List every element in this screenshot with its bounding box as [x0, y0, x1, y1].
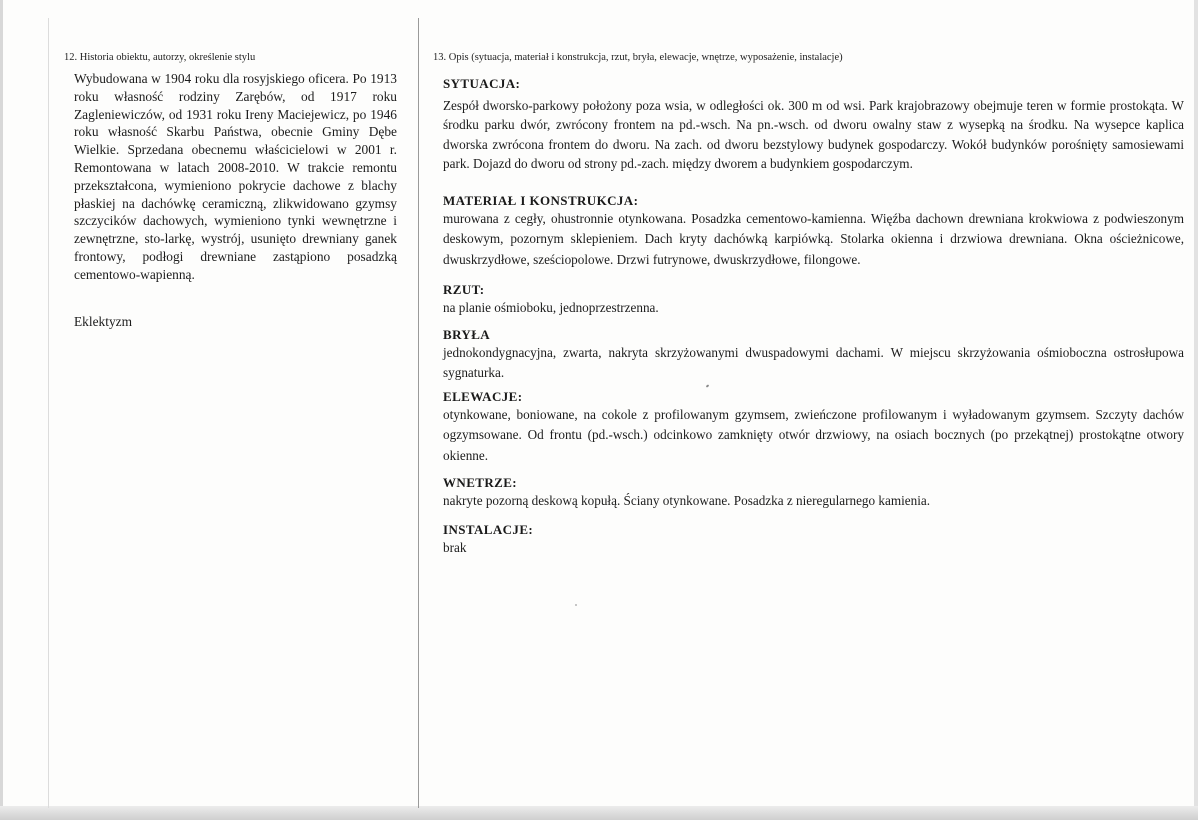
- section-text: murowana z cegły, ohustronnie otynkowana. Posadzka cementowo-kamienna. Więźba dachown drewniana krokwiowa z podwieszonym deskowym, pozornym sklepieniem. Dach kryty dachówką karpiówką. Stolarka okienna i drzwiowa drewniana. Okna ościeżnicowe, dwuskrzydłowe, sześciopolowe. Drzwi futrynowe, dwuskrzydłowe, filongowe.: [443, 211, 1184, 267]
- section-title: BRYŁA: [443, 327, 491, 342]
- section-rzut: [443, 282, 1184, 317]
- section-text: na planie ośmioboku, jednoprzestrzenna.: [443, 300, 659, 315]
- section-title: RZUT:: [443, 282, 485, 297]
- section-title: MATERIAŁ I KONSTRUKCJA:: [443, 193, 639, 208]
- description-heading: 13. Opis (sytuacja, materiał i konstrukcja, rzut, bryła, elewacje, wnętrze, wyposażenie, instalacje): [433, 52, 843, 63]
- scan-right-edge: [1194, 0, 1198, 820]
- left-margin-line: [48, 18, 49, 808]
- column-divider: [418, 18, 419, 808]
- section-text: jednokondygnacyjna, zwarta, nakryta skrzyżowanymi dwuspadowymi dachami. W miejscu skrzyżowania ośmioboczna ostrosłupowa sygnaturka.: [443, 345, 1184, 381]
- section-title: INSTALACJE:: [443, 522, 534, 537]
- section-title: WNETRZE:: [443, 475, 517, 490]
- section-text: otynkowane, boniowane, na cokole z profilowanym gzymsem, zwieńczone profilowanym i wyładowanym gzymsem. Szczyty dachów ogzymsowane. Od frontu (pd.-wsch.) odcinkowo zamknięty otwór drzwiowy, na osiach bocznych (po przekątnej) prostokątne otwory okienne.: [443, 407, 1184, 463]
- style-text: Eklektyzm: [74, 314, 133, 329]
- scan-speck: [706, 384, 710, 387]
- section-bryla: [443, 327, 1184, 384]
- section-title: ELEWACJE:: [443, 389, 523, 404]
- scan-speck: [575, 604, 577, 606]
- section-wnetrze: [443, 475, 1184, 510]
- section-instalacje: [443, 522, 1184, 557]
- section-title: SYTUACJA:: [443, 76, 521, 91]
- section-elewacje: [443, 389, 1184, 466]
- section-text: Zespół dworsko-parkowy położony poza wsia, w odległości ok. 300 m od wsi. Park krajobrazowy obejmuje teren w formie prostokąta. W środku parku dwór, zwrócony frontem na pd.-wsch. Na pn.-wsch. od dworu owalny staw z wysepką na środku. Na wysepce kaplica dworska zwrócona frontem do dworu. Na zach. od dworu bezstylowy budynek gospodarczy. Wokół budynków porośnięty samosiewami park. Dojazd do dworu od strony pd.-zach. między dworem a budynkiem gospodarczym.: [443, 98, 1184, 172]
- section-material: [443, 193, 1184, 270]
- section-sytuacja: [443, 76, 1184, 174]
- section-text: nakryte pozorną deskową kopułą. Ściany otynkowane. Posadzka z nieregularnego kamienia.: [443, 493, 931, 508]
- history-text: Wybudowana w 1904 roku dla rosyjskiego oficera. Po 1913 roku własność rodziny Zarębów, od 1917 roku Zagleniewiczów, od 1931 roku Ireny Maciejewicz, po 1946 roku własność Skarbu Państwa, obecnie Gminy Dębe Wielkie. Sprzedana obecnemu właścicielowi w 2001 r. Remontowana w latach 2008-2010. W trakcie remontu przekształcona, wymieniono pokrycie dachowe z blachy płaskiej na dachówkę ceramiczną, zlikwidowano gzymsy szczycików dachowych, wymieniono tynki wewnętrzne i zewnętrzne, sto-larkę, wystrój, usunięto drewniany ganek frontowy, podłogi drewniane zastąpiono posadzką cementowo-wapienną.: [74, 71, 397, 282]
- history-heading: 12. Historia obiektu, autorzy, określenie stylu: [64, 52, 256, 63]
- section-text: brak: [443, 540, 467, 555]
- scan-bottom-edge: [0, 806, 1198, 820]
- scan-left-edge: [0, 0, 3, 820]
